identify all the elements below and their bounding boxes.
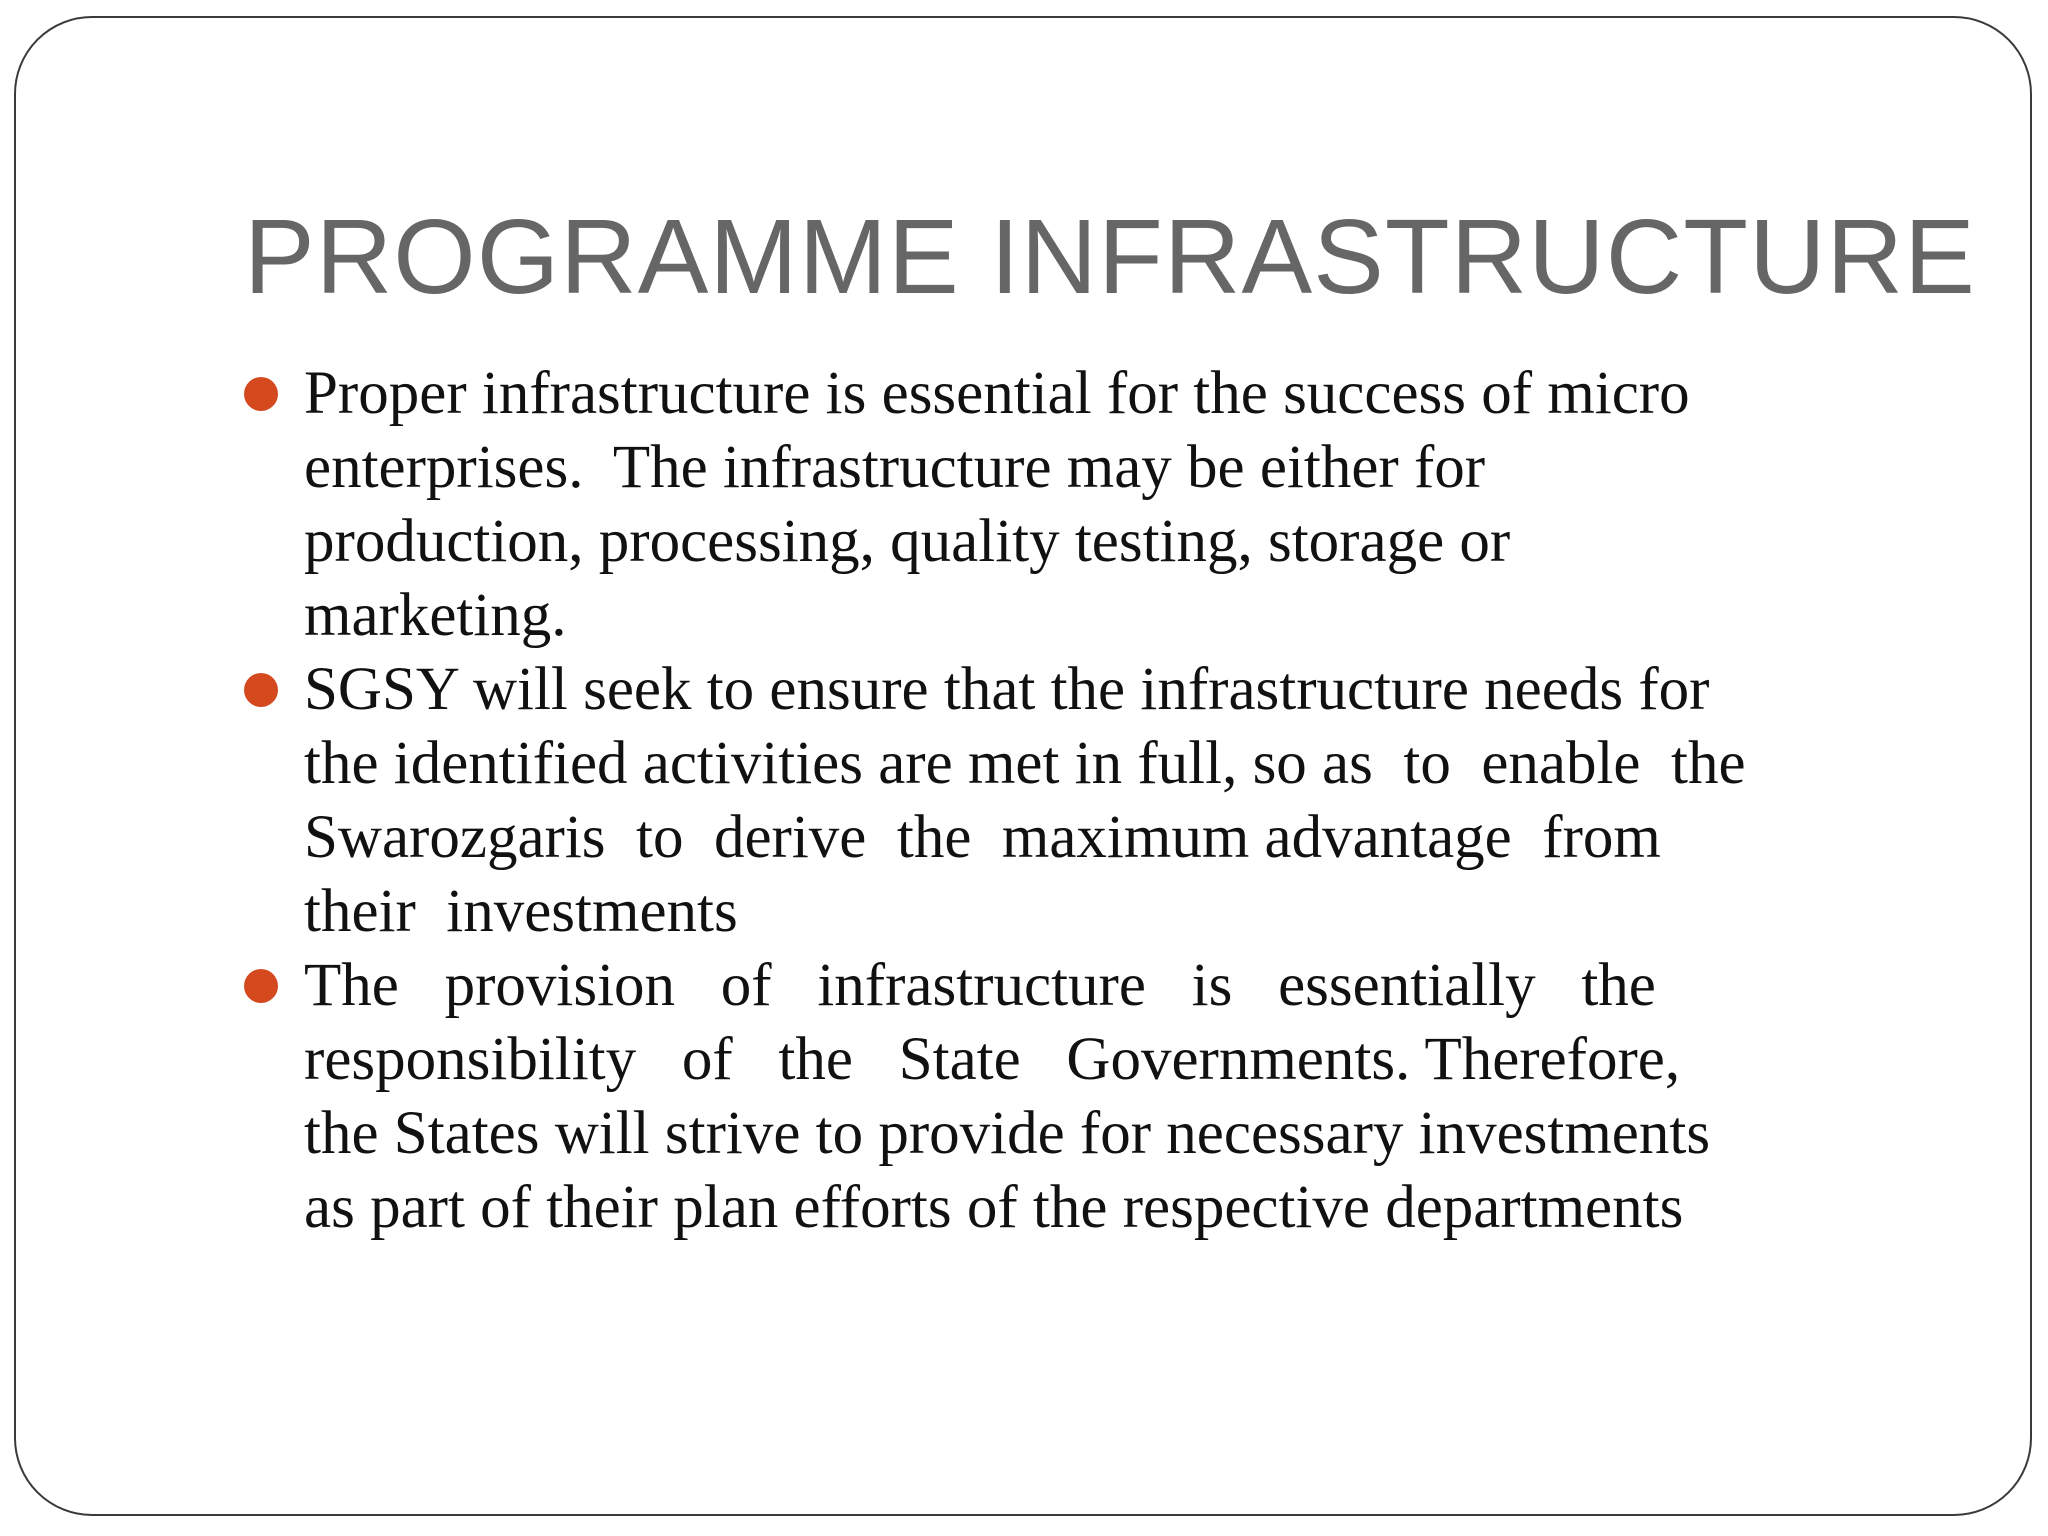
bullet-text <box>304 357 1942 653</box>
bullet-line: responsibility of the State Governments. Therefore, <box>304 1026 1681 1093</box>
bullet-list <box>242 357 1942 1245</box>
bullet-item <box>242 653 1942 949</box>
bullet-line: SGSY will seek to ensure that the infrastructure needs for <box>304 656 1710 723</box>
bullet-line: production, processing, quality testing, storage or <box>304 508 1511 575</box>
bullet-line: enterprises. The infrastructure may be either for <box>304 434 1486 501</box>
bullet-dot-icon <box>244 673 278 707</box>
bullet-text <box>304 949 1942 1245</box>
bullet-dot-icon <box>244 969 278 1003</box>
bullet-text <box>304 653 1942 949</box>
bullet-item <box>242 949 1942 1245</box>
bullet-line: The provision of infrastructure is essentially the <box>304 952 1656 1019</box>
bullet-dot-icon <box>244 377 278 411</box>
bullet-line: marketing. <box>304 582 567 649</box>
slide-frame <box>14 16 2032 1516</box>
bullet-line: as part of their plan efforts of the respective departments <box>304 1174 1684 1241</box>
bullet-line: Proper infrastructure is essential for the success of micro <box>304 360 1690 427</box>
bullet-item <box>242 357 1942 653</box>
bullet-line: their investments <box>304 878 738 945</box>
bullet-line: the States will strive to provide for necessary investments <box>304 1100 1711 1167</box>
bullet-line: the identified activities are met in full, so as to enable the <box>304 730 1746 797</box>
slide-title: PROGRAMME INFRASTRUCTURE <box>244 198 1976 316</box>
bullet-line: Swarozgaris to derive the maximum advantage from <box>304 804 1661 871</box>
